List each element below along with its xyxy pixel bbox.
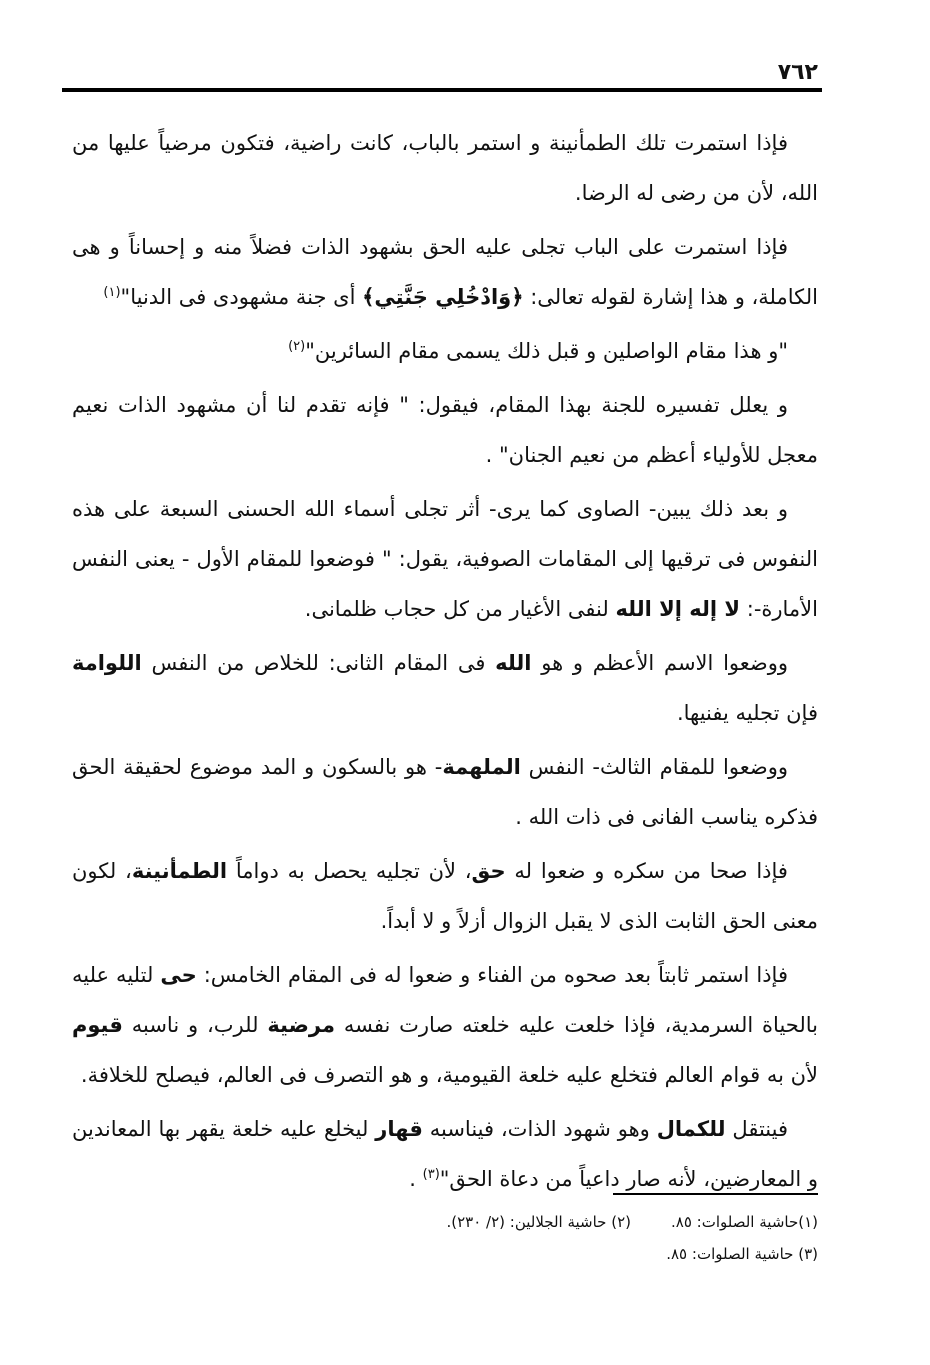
text-run: فإن تجليه يفنيها.: [676, 701, 818, 725]
text-run: ووضعوا الاسم الأعظم و هو: [531, 651, 788, 675]
paragraph: [72, 1104, 818, 1204]
text-run: .: [409, 1167, 423, 1191]
footnote-row: [72, 1238, 818, 1270]
text-run: و بعد ذلك يبين- الصاوى كما يرى- أثر تجلى أسماء الله الحسنى السبعة على هذه النفوس فى ترقيها إلى المقامات الصوفية، يقول: " فوضعوا للمقام الأول - يعنى النفس الأمارة-:: [72, 497, 818, 621]
text-run: فى المقام الثانى: للخلاص من النفس: [141, 651, 496, 675]
bold-term: الطمأنينة: [131, 859, 228, 883]
bold-term: حى: [160, 963, 197, 987]
paragraph: [72, 846, 818, 946]
bold-term: قهار: [375, 1117, 423, 1141]
bold-term: حق: [471, 859, 506, 883]
text-run: لأن به قوام العالم فتخلع عليه خلعة القيومية، و هو التصرف فى العالم، فيصلح للخلافة.: [80, 1063, 818, 1087]
main-text: [72, 118, 818, 1208]
footnote-row: [72, 1206, 818, 1238]
header-rule: [62, 88, 822, 92]
bold-term: مرضية: [267, 1013, 335, 1037]
footnote-2: (٢) حاشية الجلالين: (٢/ ٢٣٠).: [446, 1213, 631, 1231]
text-run: لنفى الأغيار من كل حجاب ظلمانى.: [304, 597, 616, 621]
paragraph: [72, 118, 818, 218]
text-run: لتليه عليه بالحياة السرمدية، فإذا خلعت عليه خلعته صارت نفسه: [72, 963, 818, 1037]
text-run: فينتقل: [725, 1117, 788, 1141]
bold-term: قيوم: [72, 1013, 123, 1037]
paragraph: [72, 638, 818, 738]
text-run: ، لكون معنى الحق الثابت الذى لا يقبل الزوال أزلاً و لا أبداً.: [72, 859, 818, 933]
bold-term: لا إله إلا الله: [615, 597, 741, 621]
text-run: "و هذا مقام الواصلين و قبل ذلك يسمى مقام السائرين": [305, 339, 788, 363]
paragraph: [72, 950, 818, 1100]
bold-term: الله: [495, 651, 532, 675]
paragraph: [72, 380, 818, 480]
footnotes: [72, 1206, 818, 1270]
text-run: فإذا استمرت على الباب تجلى عليه الحق بشهود الذات فضلاً منه و إحساناً و هى الكاملة، و هذا إشارة لقوله تعالى:: [72, 235, 818, 309]
bold-term: للكمال: [656, 1117, 726, 1141]
paragraph: [72, 484, 818, 634]
paragraph: [72, 326, 818, 376]
footnote-1: (١)حاشية الصلوات: ٨٥.: [671, 1213, 818, 1231]
footnote-ref: (١): [103, 285, 121, 300]
text-run: فإذا استمر ثابتاً بعد صحوه من الفناء و ضعوا له فى المقام الخامس:: [196, 963, 788, 987]
bold-term: الملهمة: [442, 755, 521, 779]
text-run: ووضعوا للمقام الثالث- النفس: [520, 755, 788, 779]
text-run: - هو بالسكون و المد موضوع لحقيقة الحق فذكره يناسب الفانى فى ذات الله .: [72, 755, 818, 829]
text-run: أى جنة مشهودى فى الدنيا": [120, 285, 363, 309]
text-run: ، لأن تجليه يحصل به دواماً: [227, 859, 472, 883]
text-run: و يعلل تفسيره للجنة بهذا المقام، فيقول: " فإنه تقدم لنا أن مشهود الذات نعيم معجل للأولياء أعظم من نعيم الجنان" .: [72, 393, 818, 467]
footnote-3: (٣) حاشية الصلوات: ٨٥.: [666, 1245, 818, 1263]
page-number: ٧٦٢: [777, 60, 818, 85]
paragraph: [72, 222, 818, 322]
footnote-ref: (٢): [288, 339, 306, 354]
footnote-rule: [613, 1193, 818, 1195]
bold-term: اللوامة: [72, 651, 142, 675]
text-run: ليخلع عليه خلعة يقهر بها المعاندين و المعارضين، لأنه صار داعياً من دعاة الحق": [72, 1117, 818, 1191]
text-run: فإذا صحا من سكره و ضعوا له: [505, 859, 788, 883]
text-run: وهو شهود الذات، فيناسبه: [422, 1117, 657, 1141]
footnote-ref: (٣): [422, 1167, 440, 1182]
bold-term: ﴿وَادْخُلِي جَنَّتِي﴾: [362, 285, 524, 309]
text-run: للرب، و ناسبه: [122, 1013, 268, 1037]
paragraph: [72, 742, 818, 842]
text-run: فإذا استمرت تلك الطمأنينة و استمر بالباب، كانت راضية، فتكون مرضياً عليها من الله، لأن من رضى له الرضا.: [72, 131, 818, 205]
